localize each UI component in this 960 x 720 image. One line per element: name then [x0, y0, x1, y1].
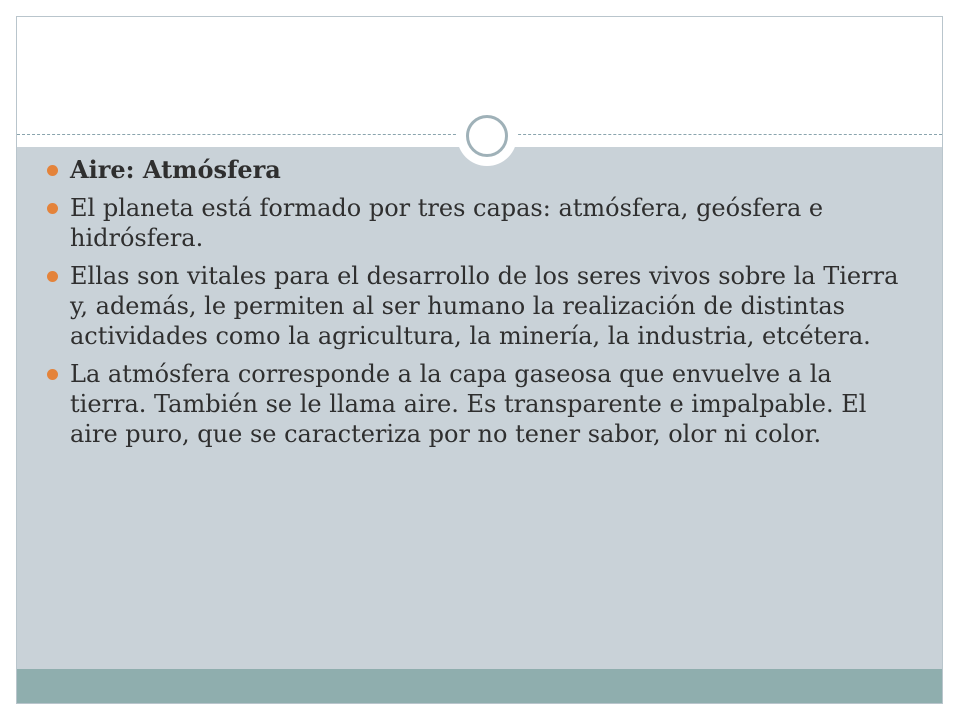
bullet-item: El planeta está formado por tres capas: atmósfera, geósfera e hidrósfera. [70, 193, 910, 253]
ring-icon [466, 115, 508, 157]
footer-bar [17, 669, 942, 703]
bullet-heading: Aire: Atmósfera [70, 155, 910, 185]
bullet-item: Ellas son vitales para el desarrollo de los seres vivos sobre la Tierra y, además, le permiten al ser humano la realización de distintas actividades como la agricultura, la minería, la industria, etcétera. [70, 261, 910, 351]
bullet-list [70, 155, 910, 457]
bullet-item: La atmósfera corresponde a la capa gaseosa que envuelve a la tierra. También se le llama aire. Es transparente e impalpable. El aire puro, que se caracteriza por no tener sabor, olor ni color. [70, 359, 910, 449]
